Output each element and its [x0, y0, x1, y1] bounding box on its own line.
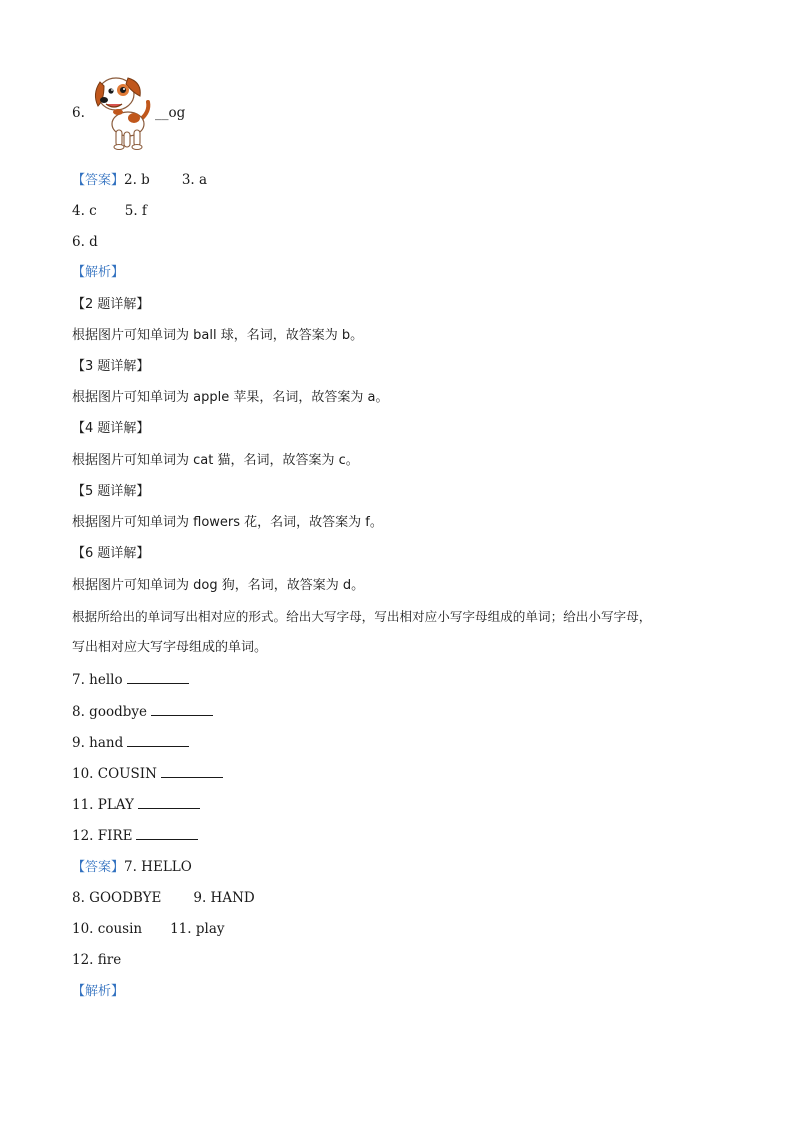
question-12: [72, 826, 198, 845]
detail-text-4: 根据图片可知单词为 cat 猫，名词，故答案为 c。: [72, 453, 359, 468]
answer-10: 10. cousin: [72, 921, 143, 937]
answer-block-2: [72, 858, 192, 877]
detail-heading-6: 【6 题详解】: [72, 546, 150, 561]
dog-illustration: [88, 72, 154, 152]
answer-block-1: [72, 171, 207, 190]
question-6: [72, 104, 85, 122]
answer-row-4-5: [72, 202, 147, 220]
answer-2: 2. b: [124, 172, 150, 188]
answer-3: 3. a: [181, 172, 208, 188]
answer-7: 7. HELLO: [124, 859, 192, 875]
detail-text-3: 根据图片可知单词为 apple 苹果，名词，故答案为 a。: [72, 390, 389, 405]
answer-6: 6. d: [72, 234, 98, 250]
answer-blank[interactable]: [138, 795, 200, 809]
answer-blank[interactable]: [127, 670, 189, 684]
answer-blank[interactable]: [136, 826, 198, 840]
detail-text-6: 根据图片可知单词为 dog 狗，名词，故答案为 d。: [72, 578, 365, 593]
question-11-text: 11. PLAY: [72, 797, 134, 813]
detail-heading-4: 【4 题详解】: [72, 421, 150, 436]
answer-5: 5. f: [124, 203, 147, 219]
question-6-number: 6.: [72, 105, 85, 121]
question-9: [72, 733, 189, 752]
answer-label: 【答案】: [72, 173, 125, 188]
question-7-text: 7. hello: [72, 672, 123, 688]
question-6-prompt: __og: [155, 105, 186, 121]
answer-8: 8. GOODBYE: [72, 890, 162, 906]
detail-heading-5: 【5 题详解】: [72, 484, 150, 499]
answer-12: 12. fire: [72, 952, 122, 968]
answer-blank[interactable]: [161, 764, 223, 778]
answer-blank[interactable]: [151, 702, 213, 716]
answer-blank[interactable]: [127, 733, 189, 747]
question-7: [72, 670, 189, 689]
question-11: [72, 795, 200, 814]
instruction-line-2: 写出相对应大写字母组成的单词。: [72, 640, 268, 655]
question-9-text: 9. hand: [72, 735, 124, 751]
answer-11: 11. play: [170, 921, 225, 937]
detail-text-2: 根据图片可知单词为 ball 球，名词，故答案为 b。: [72, 328, 364, 343]
detail-heading-3: 【3 题详解】: [72, 359, 150, 374]
instruction-line-1: 根据所给出的单词写出相对应的形式。给出大写字母，写出相对应小写字母组成的单词；给出小写字母，: [72, 609, 652, 624]
answer-4: 4. c: [72, 203, 97, 219]
analysis-label: 【解析】: [72, 265, 125, 280]
detail-heading-2: 【2 题详解】: [72, 297, 150, 312]
detail-text-5: 根据图片可知单词为 flowers 花，名词，故答案为 f。: [72, 515, 383, 530]
question-12-text: 12. FIRE: [72, 828, 133, 844]
answer-9: 9. HAND: [193, 890, 255, 906]
question-10: [72, 764, 223, 783]
answer-row-10-11: [72, 920, 225, 938]
question-10-text: 10. COUSIN: [72, 766, 157, 782]
answer-row-8-9: [72, 889, 255, 907]
question-8-text: 8. goodbye: [72, 704, 147, 720]
analysis-label-2: 【解析】: [72, 984, 125, 999]
answer-label: 【答案】: [72, 860, 125, 875]
question-8: [72, 702, 213, 721]
